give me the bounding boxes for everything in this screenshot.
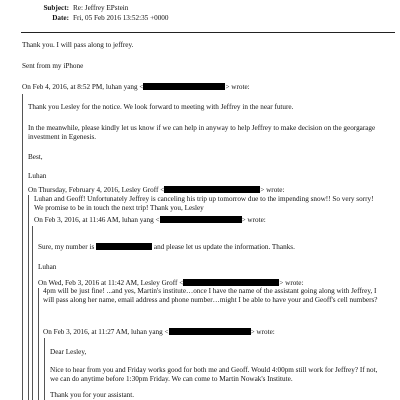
quote2-para-1: Luhan and Geoff! Unfortunately Jeffrey is canceling his trip up tomorrow due to the impending snow!! So very sorry! We promise to be in touch the next trip! Thank you, Lesley (34, 195, 374, 212)
quote1-para-1: Thank you Lesley for the notice. We look forward to meeting with Jeffrey in the near future. (28, 103, 294, 111)
redaction-box (164, 186, 260, 193)
subject-row (28, 4, 128, 13)
quote4-para-1: 4pm will be just fine! ...and yes, Martin's institute…once I have the name of the assistant going along with Jeffrey, I will pass along her name, email address and phone number…might I be able to have your and Geoff's cell numbers? (43, 287, 378, 304)
quote5-para-3: Thank you for your assistant. (50, 391, 135, 399)
quote5-attribution (43, 328, 275, 337)
quote1-attr-pre: On Feb 4, 2016, at 8:52 PM, luhan yang < (22, 83, 144, 91)
quote5-attr-pre: On Feb 3, 2016, at 11:27 AM, luhan yang < (43, 328, 169, 336)
quote-bar-2 (28, 195, 29, 400)
subject-value: Re: Jeffrey EPstein (73, 4, 129, 12)
header-divider (21, 32, 395, 33)
quote3-attribution (34, 216, 266, 225)
quote-bar-4 (38, 288, 39, 400)
quote2-attr-pre: On Thursday, February 4, 2016, Lesley Groff < (28, 186, 165, 194)
quote1-attribution (22, 83, 250, 92)
quote3-para-1-post: and please let us update the information. Thanks. (153, 243, 295, 251)
quote3-para-2: Luhan (38, 263, 57, 271)
quote5-para-1: Dear Lesley, (50, 348, 87, 356)
quote1-para-4: Luhan (28, 172, 47, 180)
reply-line-1: Thank you. I will pass along to jeffrey. (22, 41, 134, 49)
quote-bar-5 (44, 338, 45, 400)
quote1-para-3: Best, (28, 153, 43, 161)
date-row (28, 14, 169, 23)
redaction-box (160, 216, 242, 223)
quote-bar-3 (32, 226, 33, 400)
quote3-attr-pre: On Feb 3, 2016, at 11:46 AM, luhan yang < (34, 216, 160, 224)
quote1-para-2: In the meanwhile, please kindly let us know if we can help in anyway to help Jeffrey to make decision on the georgarage investment in Egenesis. (28, 124, 376, 141)
quote2-attr-post: > wrote: (260, 186, 285, 194)
quote4-attr-post: > wrote: (279, 279, 304, 287)
quote5-para-2: Nice to hear from you and Friday works good for both me and Geoff. Would 4:00pm still work for Jeffrey? If not, we can do anytime before 1:30pm Friday. We can come to Martin Nowak's Institute. (50, 366, 378, 383)
quote5-attr-post: > wrote: (250, 328, 275, 336)
date-label: Date: (52, 14, 69, 22)
subject-label: Subject: (43, 4, 69, 12)
quote3-para-1 (38, 243, 295, 252)
quote-bar-1 (22, 94, 23, 400)
redaction-box (183, 279, 279, 286)
quote4-attr-pre: On Wed, Feb 3, 2016 at 11:42 AM, Lesley Groff < (38, 279, 184, 287)
quote3-para-1-pre: Sure, my number is (38, 243, 95, 251)
redaction-box (169, 328, 251, 335)
date-value: Fri, 05 Feb 2016 13:52:35 +0000 (73, 14, 169, 22)
quote1-attr-post: > wrote: (225, 83, 250, 91)
reply-line-2: Sent from my iPhone (22, 62, 84, 70)
quote3-attr-post: > wrote: (241, 216, 266, 224)
redaction-box (96, 243, 152, 250)
quote2-attribution (28, 186, 284, 195)
redaction-box (143, 83, 225, 90)
